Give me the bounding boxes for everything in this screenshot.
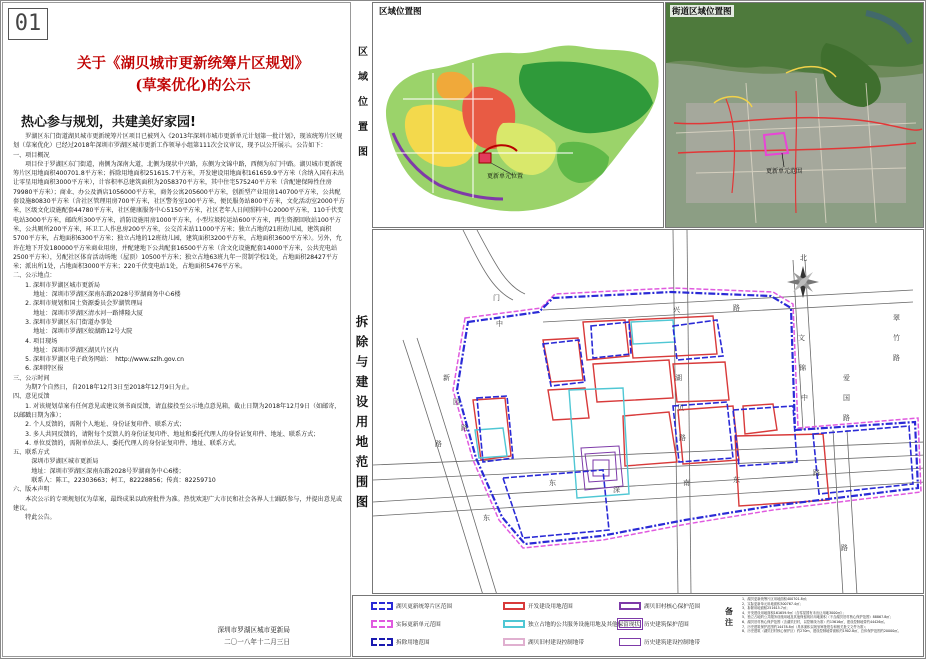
vertical-char: 地 (355, 434, 369, 449)
notice-paragraph: 五、联系方式 (13, 449, 50, 457)
legend-swatch-4 (371, 620, 393, 628)
notice-paragraph: 三、公示时间 (13, 374, 50, 382)
slogan: 热心参与规划，共建美好家园! (21, 115, 196, 130)
legend-label-1: 湖贝更新统筹片区范围 (396, 604, 452, 610)
street-map-title: 街道区域位置图 (672, 7, 732, 17)
legend-swatch-5 (503, 620, 525, 628)
legend-notes-heading: 备注 (725, 607, 733, 627)
vertical-char: 域 (358, 72, 368, 83)
legend-swatch-8 (503, 638, 525, 646)
road-label-r17: 路 (461, 424, 468, 432)
legend-item-7 (371, 638, 430, 646)
vertical-char: 位 (358, 97, 368, 108)
title-line-1: 关于《湖贝城市更新统筹片区规划》 (77, 55, 309, 72)
legend-note: 7、历史建筑保护范围约14478.8㎡（具体面积以规划审批报告和相关批文文件为准）； (742, 624, 869, 629)
road-label-r14: 路 (841, 544, 848, 552)
notice-title (43, 53, 343, 97)
legend-swatch-2 (503, 602, 525, 610)
street-map-graphic (666, 3, 924, 228)
notice-paragraph: 1. 深圳市罗湖区城市更新局 (13, 281, 100, 289)
road-label-r24: 爱 (843, 374, 850, 382)
notice-paragraph: 深圳市罗湖区城市更新局 (13, 458, 99, 466)
road-label-r23: 路 (893, 354, 900, 362)
road-label-r21: 翠 (893, 314, 900, 322)
road-label-r18: 湖 (675, 374, 682, 382)
legend-swatch-1 (371, 602, 393, 610)
legend-note: 2、实际更新单元用地面积300767.4㎡； (742, 601, 803, 606)
legend-item-8 (503, 638, 584, 646)
road-label-r7: 深 (613, 486, 620, 494)
notice-paragraph: 地址：深圳市罗湖区清水河一路博隆大厦 (13, 309, 143, 317)
legend-item-9 (619, 638, 700, 646)
notice-paragraph: 地址：深圳市罗湖区深南东路2028号罗湖商务中心6楼 (13, 291, 181, 299)
legend-swatch-9 (619, 638, 641, 646)
street-map-label: 更新单元范围 (766, 168, 803, 175)
road-label-r11: 文 (798, 334, 805, 342)
notice-paragraph: 本次公示的专项规划仅为草案，最终成果以政府批件为准。热忱欢迎广大市民和社会各界人士踊跃参与，并提出意见或建议。 (13, 495, 343, 512)
legend-item-3 (619, 602, 700, 610)
legend-label-9: 历史建筑建设控制地带 (644, 640, 700, 646)
road-label-r3: 门 (493, 294, 500, 302)
legend-item-2 (503, 602, 573, 610)
notice-paragraph: 3. 深圳市罗湖区东门街道办事处 (13, 318, 113, 326)
vertical-char: 置 (358, 122, 368, 133)
road-label-r15: 新 (443, 374, 450, 382)
notice-paragraph: 5. 深圳市罗湖区电子政务网站： http://www.szlh.gov.cn (13, 356, 184, 364)
legend-label-7: 拆除用地范围 (396, 640, 430, 646)
legend-label-2: 开发建设用地范围 (528, 604, 573, 610)
notice-paragraph: 1. 对该规划草案有任何意见或建议须书面反馈，请直接投至公示地点意见箱，截止日期为2018年12月9日（如邮寄，以邮戳日期为准）； (13, 402, 341, 419)
region-location-map (372, 2, 664, 228)
notice-paragraph: 二、公示地点： (13, 272, 56, 280)
legend-swatch-7 (371, 638, 393, 646)
vertical-char: 建 (355, 374, 369, 389)
vertical-char: 区 (358, 47, 368, 58)
road-label-r8: 南 (683, 479, 690, 487)
region-map-title: 区域位置图 (379, 7, 422, 17)
north-label: 北 (800, 254, 807, 262)
legend-note: 3、拆除用地面积251615.7㎡； (742, 606, 790, 611)
legend-swatch-3 (619, 602, 641, 610)
legend-note: 6、湖贝旧村核心保护范围（含湖贝旧村，以控制线为准）约13616㎡，建设控制地带约44426㎡。 (742, 619, 888, 624)
vertical-char: 用 (355, 414, 369, 429)
region-map-graphic (373, 3, 664, 228)
notice-paragraph: 2. 深圳市规划和国土资源委员会罗湖管理局 (13, 300, 143, 308)
vertical-char: 拆 (355, 314, 369, 329)
notice-paragraph: 项目位于罗湖区东门街道，南侧为深南大道，北侧为现状中兴路，东侧为文锦中路，西侧为东门中路。湖贝城市更新统筹片区用地面积400701.8平方米；拆除用地面积251615.7平方米，开发建设用地面积161659.9平方米（含纳入国有未出让零星用地面积3000平方米），计容积率总建筑面积为2058370平方米，其中住宅575240平方米（含配建保障性住房79980平方米）；商业、办公及酒店1056000平方米，商务公寓205600平方米，创新型产业用房140700平方米，公共配套设施80830平方米（含社区管理用房700平方米，社区警务室100平方米，便民服务站800平方米，文化活动室2000平方米，区级文化设施配套44780平方米，社区健康服务中心5150平方米，社区老年人日间照料中心2000平方米，110千伏变电站3000平方米，邮政所300平方米，消防设施用房1000平方米，小型垃圾转运站600平方米，再生资源回收站100平方米，公共厕所200平方米，环卫工人作息房200平方米，公交首末站11000平方米；独立占地的21班幼儿园，建筑面积5700平方米，占地面积6300平方米；独立占地的12班幼儿园，建筑面积3200平方米，占地面积3600平方米）。另外，允许在地下开发180000平方米商业用房，并配建地下公共配套16500平方米（含文化设施配套14000平方米，公共充电站2500平方米），另配社区体育活动场地（屋顶）10500平方米；独立占地63班九年一贯制学校1处，占地面积28427平方米；派出所1处，占地面积3000平方米；220千伏变电站1处，占地面积5476平方米。 (13, 160, 345, 271)
road-label-r13: 中 (801, 394, 808, 402)
road-label-r19: 贝 (677, 404, 684, 412)
road-label-r1: 路 (435, 440, 442, 448)
road-label-r2: 东 (549, 479, 556, 487)
street-location-map (665, 2, 924, 228)
vertical-char: 图 (358, 147, 368, 158)
legend-item-1 (371, 602, 452, 610)
notice-paragraph: 3. 多人共同反馈的，请附每个反馈人的身份证复印件、地址和委托代理人的身份证复印件、地址、联系方式； (13, 430, 320, 438)
notice-paragraph: 4. 单位反馈的，需附单位法人、委托代理人的身份证复印件、地址、联系方式。 (13, 439, 241, 447)
notice-paragraph: 四、意见反馈 (13, 393, 50, 401)
road-label-r10: 路 (813, 469, 820, 477)
road-label-r20: 路 (679, 434, 686, 442)
road-label-r5: 兴 (673, 306, 680, 314)
legend-note: 5、独立占地的公共服务设施用地及其他保留现状用地面积（不含湖贝旧村核心保护范围）88867.8㎡； (742, 615, 893, 620)
title-line-2: (草案优化)的公示 (135, 77, 251, 94)
legend-note: 1、湖贝更新统筹片区用地面积400701.8㎡； (742, 597, 810, 601)
notice-paragraph: 2. 个人反馈的，需附个人地址、身份证复印件、联系方式； (13, 421, 186, 429)
road-label-r27: 东 (483, 514, 490, 522)
road-label-r9: 东 (733, 476, 740, 484)
vertical-label-demolition (354, 312, 370, 512)
road-label-r12: 锦 (799, 364, 806, 372)
demolition-construction-map (372, 229, 924, 594)
notice-body (13, 132, 346, 522)
vertical-label-location (355, 40, 371, 165)
legend-label-6: 历史建筑保护范围 (644, 622, 689, 628)
notice-paragraph: 罗湖区东门街道湖贝城市更新统筹片区项目已被列入《2013年深圳市城市更新单元计划第一批计划》，现该统筹片区规划（草案优化）已经过2018年深圳市罗湖区城市更新工作领导小组第111次会议审议，现予以公开展示。公告如下： (13, 133, 343, 150)
road-label-r4: 中 (496, 320, 503, 328)
road-label-r26: 路 (843, 414, 850, 422)
page-number: 01 (8, 8, 48, 40)
legend-label-4: 实际更新单元范围 (396, 622, 441, 628)
notice-text-panel (2, 2, 351, 657)
signature-date: 二〇一八年十二月三日 (224, 638, 290, 646)
legend-item-4 (371, 620, 441, 628)
notice-paragraph: 联系人：陈工，22303663；柯工，82228856；传真：82259710 (13, 476, 216, 484)
notice-paragraph: 为期7个自然日，自2018年12月3日至2018年12月9日为止。 (13, 384, 194, 392)
notice-paragraph: 6. 深圳特区报 (13, 365, 64, 373)
road-label-r16: 园 (453, 398, 460, 406)
notice-paragraph: 4. 项目现场 (13, 337, 58, 345)
legend-notes (742, 597, 920, 634)
notice-paragraph: 地址：深圳市罗湖区深南东路2028号罗湖商务中心6楼； (13, 467, 185, 475)
region-map-label: 更新单元位置 (487, 173, 524, 180)
legend-label-8: 湖贝旧村建设控制地带 (528, 640, 584, 646)
vertical-char: 与 (355, 354, 369, 369)
road-label-r25: 国 (843, 394, 850, 402)
legend-swatch-6 (619, 620, 641, 628)
notice-paragraph: 地址：深圳市罗湖区蛟湖路12号大院 (13, 328, 133, 336)
signature-org: 深圳市罗湖区城市更新局 (217, 626, 290, 634)
notice-paragraph: 六、版本声明 (13, 486, 50, 494)
vertical-char: 图 (355, 494, 369, 509)
notice-paragraph: 特此公告。 (13, 514, 56, 522)
demolition-map-graphic (373, 230, 924, 594)
vertical-char: 范 (355, 454, 369, 469)
notice-paragraph: 一、项目概况 (13, 151, 50, 159)
legend-item-6 (619, 620, 689, 628)
legend-label-5: 独立占地的公共服务设施用地及其他保留现状 (528, 622, 640, 628)
vertical-char: 围 (355, 474, 369, 489)
road-label-r6: 路 (733, 304, 740, 312)
legend-note: 8、历史建筑（湖贝旧村核心保护区）约270m，建设控制地带面积约1902.8㎡，总体保护范围约20000㎡。 (742, 629, 901, 634)
vertical-char: 除 (355, 334, 369, 349)
legend-label-3: 湖贝旧村核心保护范围 (644, 604, 700, 610)
vertical-char: 设 (355, 394, 369, 409)
notice-paragraph: 地址：深圳市罗湖区湖贝片区内 (13, 346, 119, 354)
legend-note: 4、开发建设用地面积161659.9㎡（含零星国有未出让用地3000㎡）； (742, 610, 846, 615)
road-label-r22: 竹 (893, 334, 900, 342)
